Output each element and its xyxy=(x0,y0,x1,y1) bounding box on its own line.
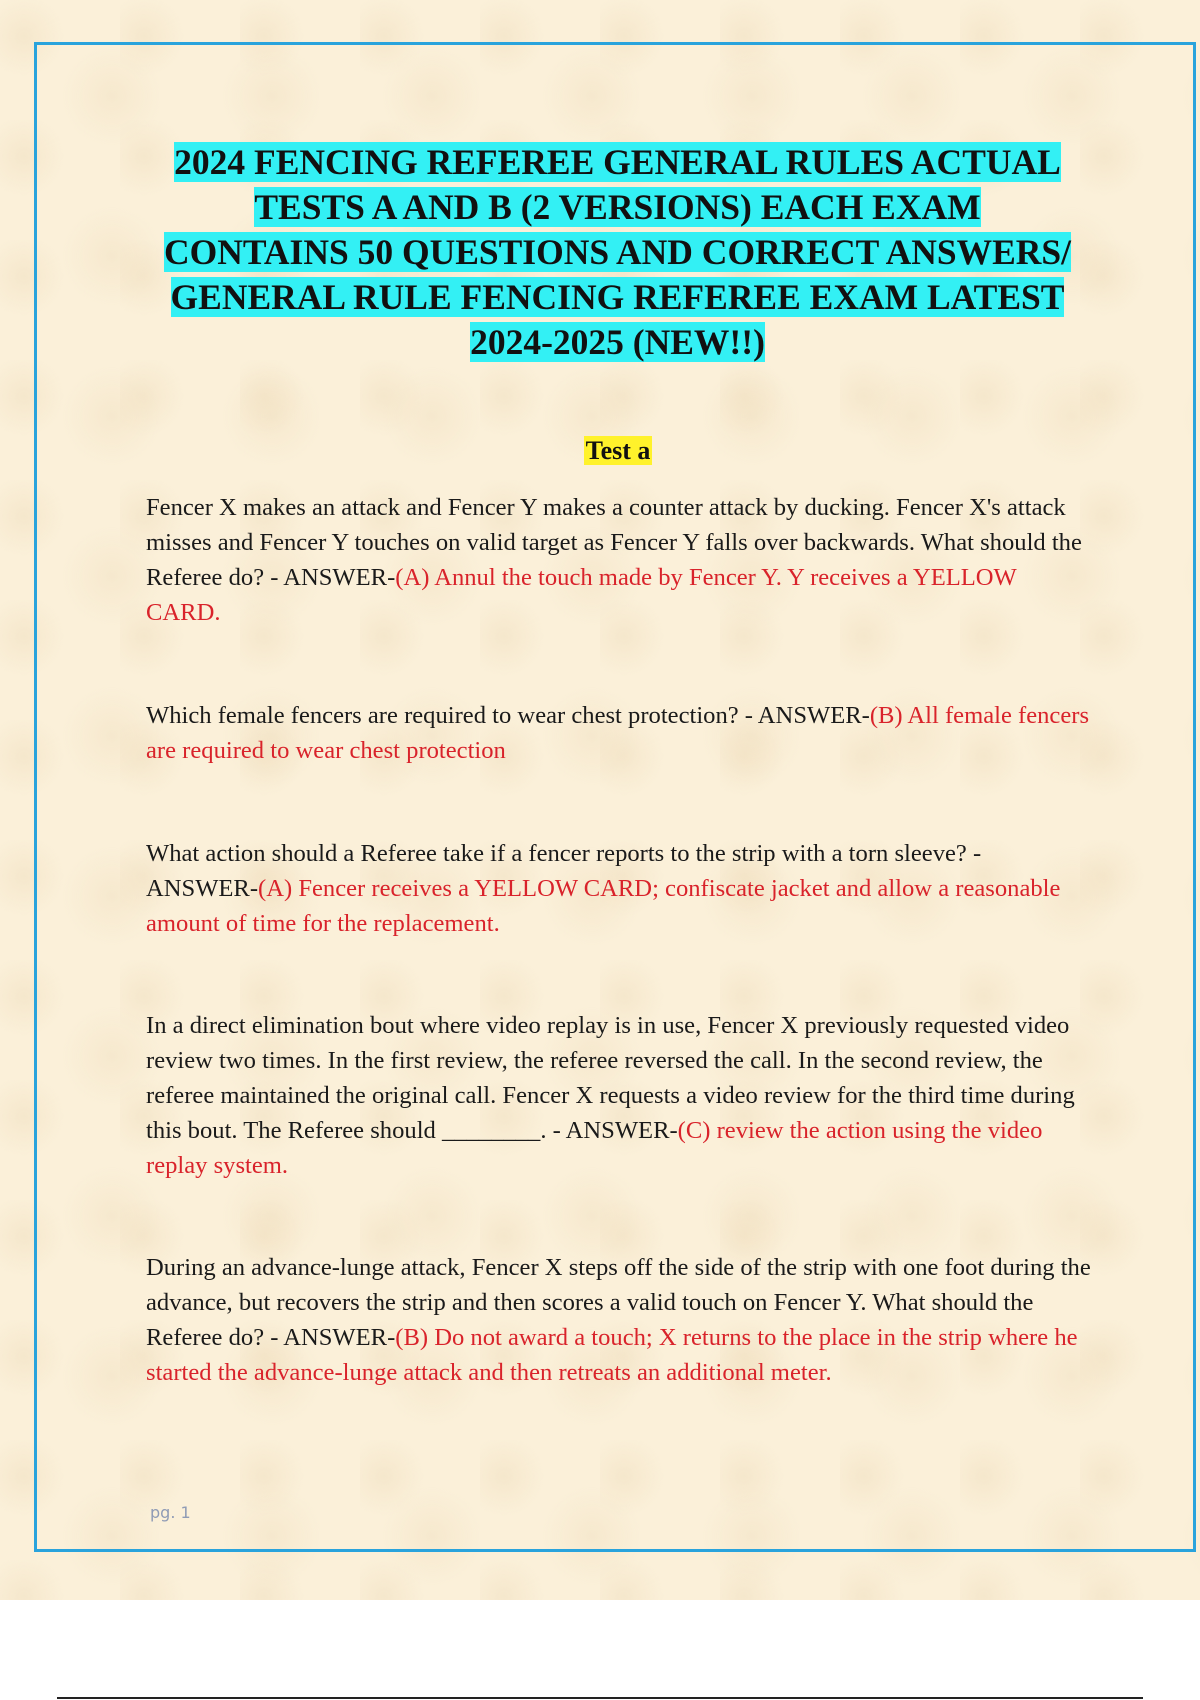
qa-item xyxy=(146,1008,1096,1183)
question-text: In a direct elimination bout where video replay is in use, Fencer X previously requested video review two times. In the first review, the referee reversed the call. In the second review, the referee maintained the original call. Fencer X requests a video review for the third time during this bout. The Referee should ________. - ANSWER- xyxy=(146,1012,1075,1144)
section-heading xyxy=(0,436,1200,466)
qa-item xyxy=(146,836,1096,941)
answer-text: (C) review the action using the video replay system. xyxy=(146,1117,1043,1179)
question-text: What action should a Referee take if a fencer reports to the strip with a torn sleeve? - ANSWER- xyxy=(146,840,982,902)
qa-item xyxy=(146,1250,1096,1390)
bottom-divider xyxy=(57,1697,1143,1699)
title-line: 2024-2025 (NEW!!) xyxy=(470,322,765,362)
title-line: TESTS A AND B (2 VERSIONS) EACH EXAM xyxy=(254,187,981,227)
qa-item xyxy=(146,698,1096,768)
title-line: GENERAL RULE FENCING REFEREE EXAM LATEST xyxy=(170,277,1065,317)
answer-text: (B) Do not award a touch; X returns to the place in the strip where he started the advance-lunge attack and then retreats an additional meter. xyxy=(146,1324,1078,1386)
question-text: During an advance-lunge attack, Fencer X steps off the side of the strip with one foot during the advance, but recovers the strip and then scores a valid touch on Fencer Y. What should the Referee do? - ANSWER- xyxy=(146,1254,1091,1351)
page-number: pg. 1 xyxy=(150,1503,191,1522)
title-line: CONTAINS 50 QUESTIONS AND CORRECT ANSWERS/ xyxy=(163,232,1072,272)
answer-text: (A) Annul the touch made by Fencer Y. Y receives a YELLOW CARD. xyxy=(146,564,1017,626)
test-label: Test a xyxy=(585,436,651,465)
qa-item xyxy=(146,490,1096,630)
question-text: Which female fencers are required to wear chest protection? - ANSWER- xyxy=(146,702,870,729)
answer-text: (A) Fencer receives a YELLOW CARD; confiscate jacket and allow a reasonable amount of time for the replacement. xyxy=(146,875,1061,937)
title-line: 2024 FENCING REFEREE GENERAL RULES ACTUAL xyxy=(174,142,1061,182)
answer-text: (B) All female fencers are required to wear chest protection xyxy=(146,702,1090,764)
document-title xyxy=(100,140,1135,365)
question-text: Fencer X makes an attack and Fencer Y makes a counter attack by ducking. Fencer X's attack misses and Fencer Y touches on valid target as Fencer Y falls over backwards. What should the Referee do? - ANSWER- xyxy=(146,494,1082,591)
